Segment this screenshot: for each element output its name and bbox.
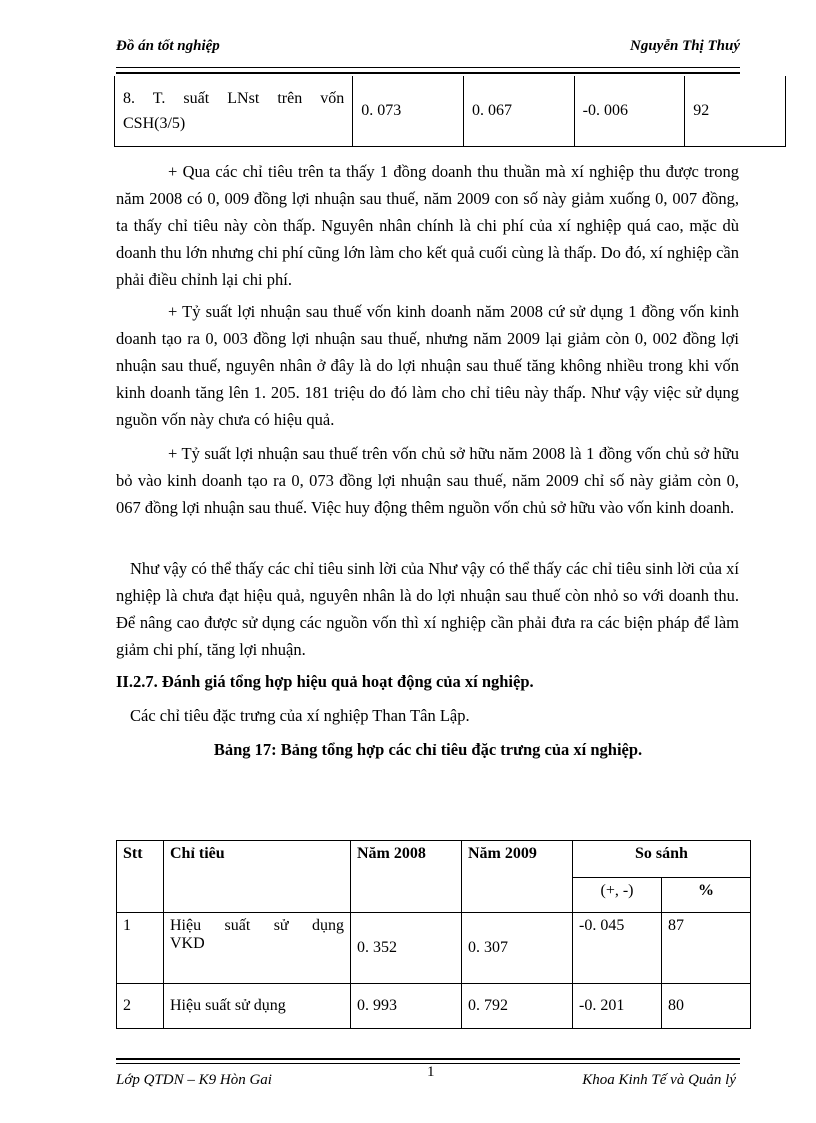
paragraph-2: + Tỷ suất lợi nhuận sau thuế vốn kinh doanh năm 2008 cứ sử dụng 1 đồng vốn kinh doanh tạo ra 0, 003 đồng lợi nhuận sau thuế, nhưng năm 2009 lại giảm còn 0, 002 đồng lợi nhuận sau thuế, nguyên nhân ở đây là do lợi nhuận sau thuế tăng không nhiều trong khi vốn kinh doanh tăng lên 1. 205. 181 triệu do đó làm cho chỉ tiêu này thấp. Như vậy việc sử dụng nguồn vốn này chưa có hiệu quả. [116,302,739,429]
row-stt: 2 [117,984,164,1029]
header-2009: Năm 2009 [462,841,573,913]
row-percent: 80 [662,984,751,1029]
row-2008: 0. 352 [351,913,462,984]
header-left: Đồ án tốt nghiệp [116,38,220,54]
paragraph-1: + Qua các chỉ tiêu trên ta thấy 1 đồng doanh thu thuần mà xí nghiệp thu được trong năm 2008 có 0, 009 đồng lợi nhuận sau thuế, năm 2009 con số này giảm xuống 0, 007 đồng, ta thấy chỉ tiêu này còn thấp. Nguyên nhân chính là chi phí của xí nghiệp quá cao, mặc dù doanh thu lớn nhưng chi phí cũng lớn làm cho kết quả cuối cùng là thấp. Do đó, xí nghiệp cần phải điều chỉnh lại chi phí. [116,162,739,289]
row-percent: 87 [662,913,751,984]
header-right: Nguyễn Thị Thuý [629,38,740,54]
diff-cell: -0. 006 [574,76,685,147]
table-header-row [117,841,751,878]
row-diff: -0. 201 [573,984,662,1029]
section-subtitle: Các chỉ tiêu đặc trưng của xí nghiệp Than Tân Lập. [130,706,470,725]
table-17 [116,840,751,1029]
row-2009: 0. 792 [462,984,573,1029]
footer-right: Khoa Kinh Tế và Quản lý [582,1072,736,1088]
paragraph-4: Như vậy có thể thấy các chỉ tiêu sinh lời của Như vậy có thể thấy các chỉ tiêu sinh lời của xí nghiệp là chưa đạt hiệu quả, nguyên nhân là do lợi nhuận sau thuế còn nhỏ so với doanh thu. Để nâng cao được sử dụng các nguồn vốn thì xí nghiệp cần phải đưa ra các biện pháp để làm giảm chi phí, tăng lợi nhuận. [116,559,739,659]
table-row [117,984,751,1029]
row-indicator: Hiệu suất sử dụng VKD [164,913,351,984]
header-compare: So sánh [573,841,751,878]
percent-cell: 92 [685,76,786,147]
footer-rule-thick [116,1058,740,1060]
page-number: 1 [427,1064,435,1080]
row-indicator: Hiệu suất sử dụng [164,984,351,1029]
paragraph-3: + Tỷ suất lợi nhuận sau thuế trên vốn chủ sở hữu năm 2008 là 1 đồng vốn chủ sở hữu bỏ vào kinh doanh tạo ra 0, 073 đồng lợi nhuận sau thuế, năm 2009 chỉ số này giảm còn 0, 067 đồng lợi nhuận sau thuế. Việc huy động thêm nguồn vốn chủ sở hữu vào vốn kinh doanh. [116,444,739,517]
header-rule-thick [116,72,740,74]
footer-left: Lớp QTDN – K9 Hòn Gai [116,1072,272,1088]
row-2008: 0. 993 [351,984,462,1029]
table-row [115,76,786,147]
row-2009: 0. 307 [462,913,573,984]
value-2008-cell: 0. 073 [353,76,464,147]
section-title: II.2.7. Đánh giá tổng hợp hiệu quả hoạt động của xí nghiệp. [116,672,534,691]
row-stt: 1 [117,913,164,984]
table-caption: Bảng 17: Bảng tổng hợp các chỉ tiêu đặc trưng của xí nghiệp. [213,740,643,759]
row-diff: -0. 045 [573,913,662,984]
header-indicator: Chỉ tiêu [164,841,351,913]
indicator-cell: 8. T. suất LNst trên vốn CSH(3/5) [115,76,353,147]
header-2008: Năm 2008 [351,841,462,913]
header-rule [116,67,740,68]
header-percent: % [662,878,751,913]
table-row [117,913,751,984]
header-stt: Stt [117,841,164,913]
value-2009-cell: 0. 067 [463,76,574,147]
header-diff: (+, -) [573,878,662,913]
continuation-table [114,76,786,147]
